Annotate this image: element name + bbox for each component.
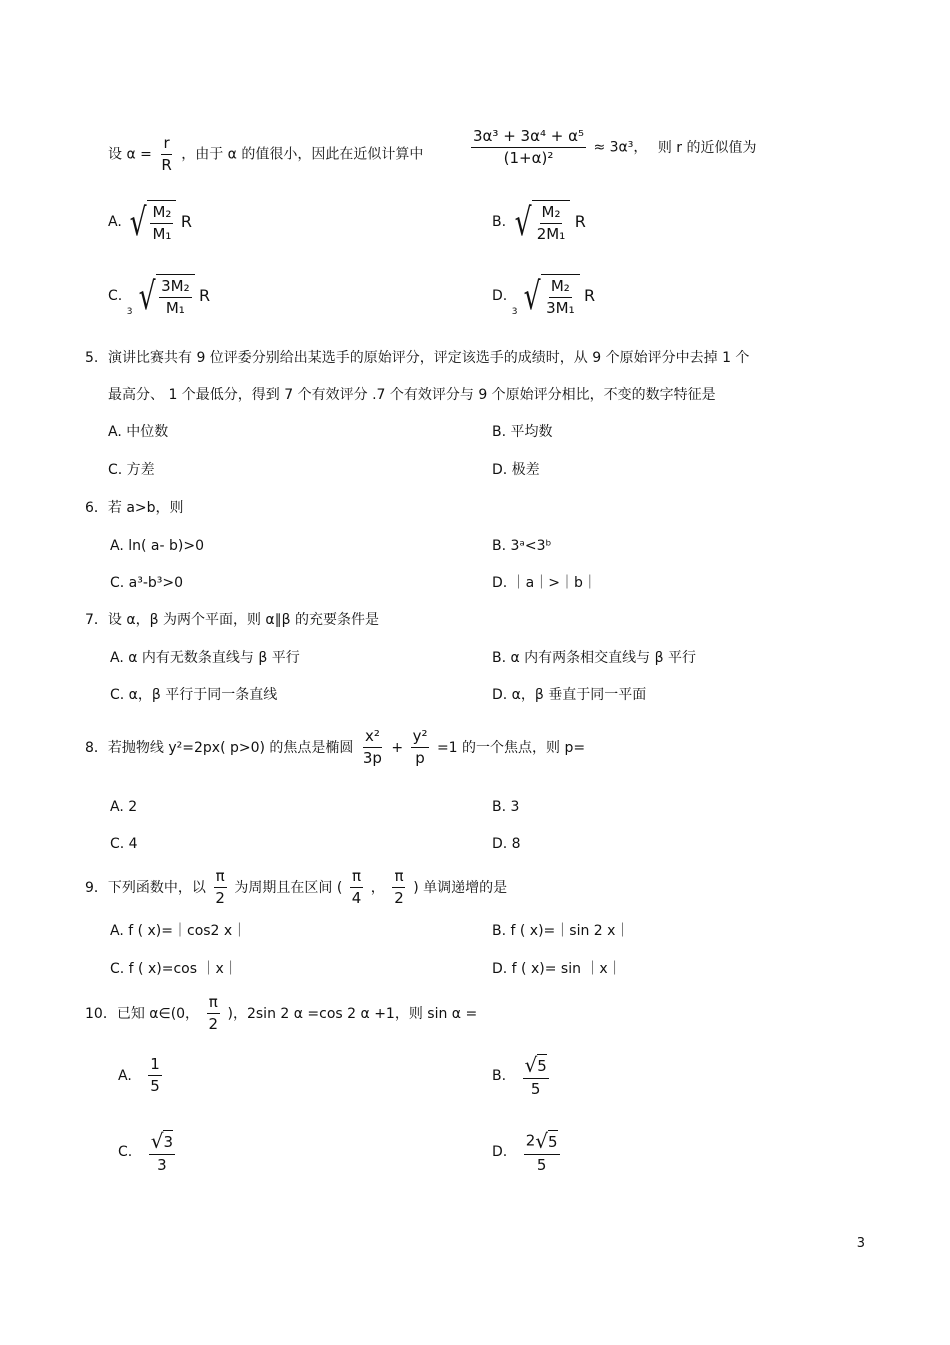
q6-option-a: A. ln( a- b)>0 [110,538,204,554]
q7-option-d: D. α，β 垂直于同一平面 [492,687,647,703]
q9-option-c: C. f ( x)=cos ｜x｜ [110,961,238,977]
q10-option-d: D. 2 √ 5 5 [492,1129,558,1174]
q5-line1: 演讲比赛共有 9 位评委分别给出某选手的原始评分，评定该选手的成绩时，从 9 个原始评分中去掉 1 个 [108,350,750,366]
q4-d-cuberoot: √ $\frac{\text{M₂}}{\text{3M₁}}$ [520,274,580,318]
q8-option-a: A. 2 [110,799,138,815]
q8-stem: 8．若抛物线 y²=2px( p>0) 的焦点是椭圆 $\frac{\text{x²}}{3p}$ + $\frac{\text{y²}}{p}$ =1 的一个焦点，则 p= [85,727,586,767]
q4-a-sqrt: √ $\frac{\text{M₂}}{\text{M₁}}$ [126,200,176,244]
q9-option-b: B. f ( x)=｜sin 2 x｜ [492,923,630,939]
q4-option-b: B. √ $\frac{\text{M₂}}{\text{2M₁}}$ R [492,200,586,244]
q8-frac-x: $\frac{\text{x²}}{3p}$ [362,727,382,767]
q9-option-d: D. f ( x)= sin ｜x｜ [492,961,622,977]
q4-formula-den: (1+α)² [503,149,554,167]
page-number: 3 [856,1236,865,1251]
q10-option-b: B. √ 5 5 [492,1053,547,1098]
q10-option-a: A. $\frac{1}{5}$ [118,1055,160,1095]
q5-line2: 最高分、 1 个最低分，得到 7 个有效评分 .7 个有效评分与 9 个原始评分相比，不变的数字特征是 [108,387,716,403]
q9-interval-right: $\frac{\pi}{2}$ [394,867,404,907]
q4-eq: = [140,146,152,163]
q4-approx: ≈ 3α³， [593,139,648,156]
q4-r-over-R: $\frac{r}{R}$ [161,134,172,174]
q4-tail: 则 r 的近似值为 [657,139,757,156]
q9-option-a: A. f ( x)=｜cos2 x｜ [110,923,247,939]
q6-option-b: B. 3ᵃ<3ᵇ [492,538,552,554]
q7-option-c: C. α，β 平行于同一条直线 [110,687,278,703]
q10-stem: 10．已知 α∈(0， $\frac{\pi}{2}$ )，2sin 2 α =cos 2 α +1，则 sin α = [85,993,478,1033]
q4-option-a: A. √ $\frac{\text{M₂}}{\text{M₁}}$ R [108,200,192,244]
q4-option-d: D. $_3$ √ $\frac{\text{M₂}}{\text{3M₁}}$ R [492,274,596,318]
q6-stem: 6．若 a>b，则 [85,500,184,516]
q8-post: =1 的一个焦点，则 p= [436,739,586,756]
q9-period: $\frac{\pi}{2}$ [215,867,225,907]
q5-option-a: A. 中位数 [108,424,169,440]
q5-option-c: C. 方差 [108,462,155,478]
q7-stem: 7．设 α，β 为两个平面，则 α∥β 的充要条件是 [85,612,380,628]
q4-formula-num: 3α³ + 3α⁴ + α⁵ [471,128,586,148]
q7-option-a: A. α 内有无数条直线与 β 平行 [110,650,300,666]
q5-option-d: D. 极差 [492,462,540,478]
q8-pre: 8．若抛物线 y²=2px( p>0) 的焦点是椭圆 [85,739,354,756]
q4-option-c: C. $_3$ √ $\frac{\text{3M₂}}{\text{M₁}}$ R [108,274,211,318]
q4-approx-formula [468,128,757,167]
q4-c-cuberoot: √ $\frac{\text{3M₂}}{\text{M₁}}$ [135,274,195,318]
q8-option-c: C. 4 [110,836,138,852]
q5-option-b: B. 平均数 [492,424,553,440]
q4-alpha: α [126,146,136,163]
q8-option-d: D. 8 [492,836,521,852]
q4-intro: 设 [108,146,122,163]
q9-stem: 9．下列函数中，以 $\frac{\pi}{2}$ 为周期且在区间 ( $\frac{\pi}{4}$ ， $\frac{\pi}{2}$ ) 单调递增的是 [85,867,508,907]
q8-option-b: B. 3 [492,799,520,815]
q4-b-sqrt: √ $\frac{\text{M₂}}{\text{2M₁}}$ [511,200,571,244]
q7-option-b: B. α 内有两条相交直线与 β 平行 [492,650,697,666]
q5-number: 5. [85,350,99,366]
q10-pi-over-2: $\frac{\pi}{2}$ [208,993,219,1033]
q9-interval-left: $\frac{\pi}{4}$ [351,867,362,907]
q4-stem [108,135,423,174]
q4-mid: ，由于 α 的值很小，因此在近似计算中 [181,146,424,163]
q6-option-d: D. ｜a｜>｜b｜ [492,575,597,591]
q6-option-c: C. a³-b³>0 [110,575,184,591]
q8-frac-y: $\frac{\text{y²}}{p}$ [412,727,428,767]
q10-option-c: C. √ 3 3 [118,1129,173,1174]
